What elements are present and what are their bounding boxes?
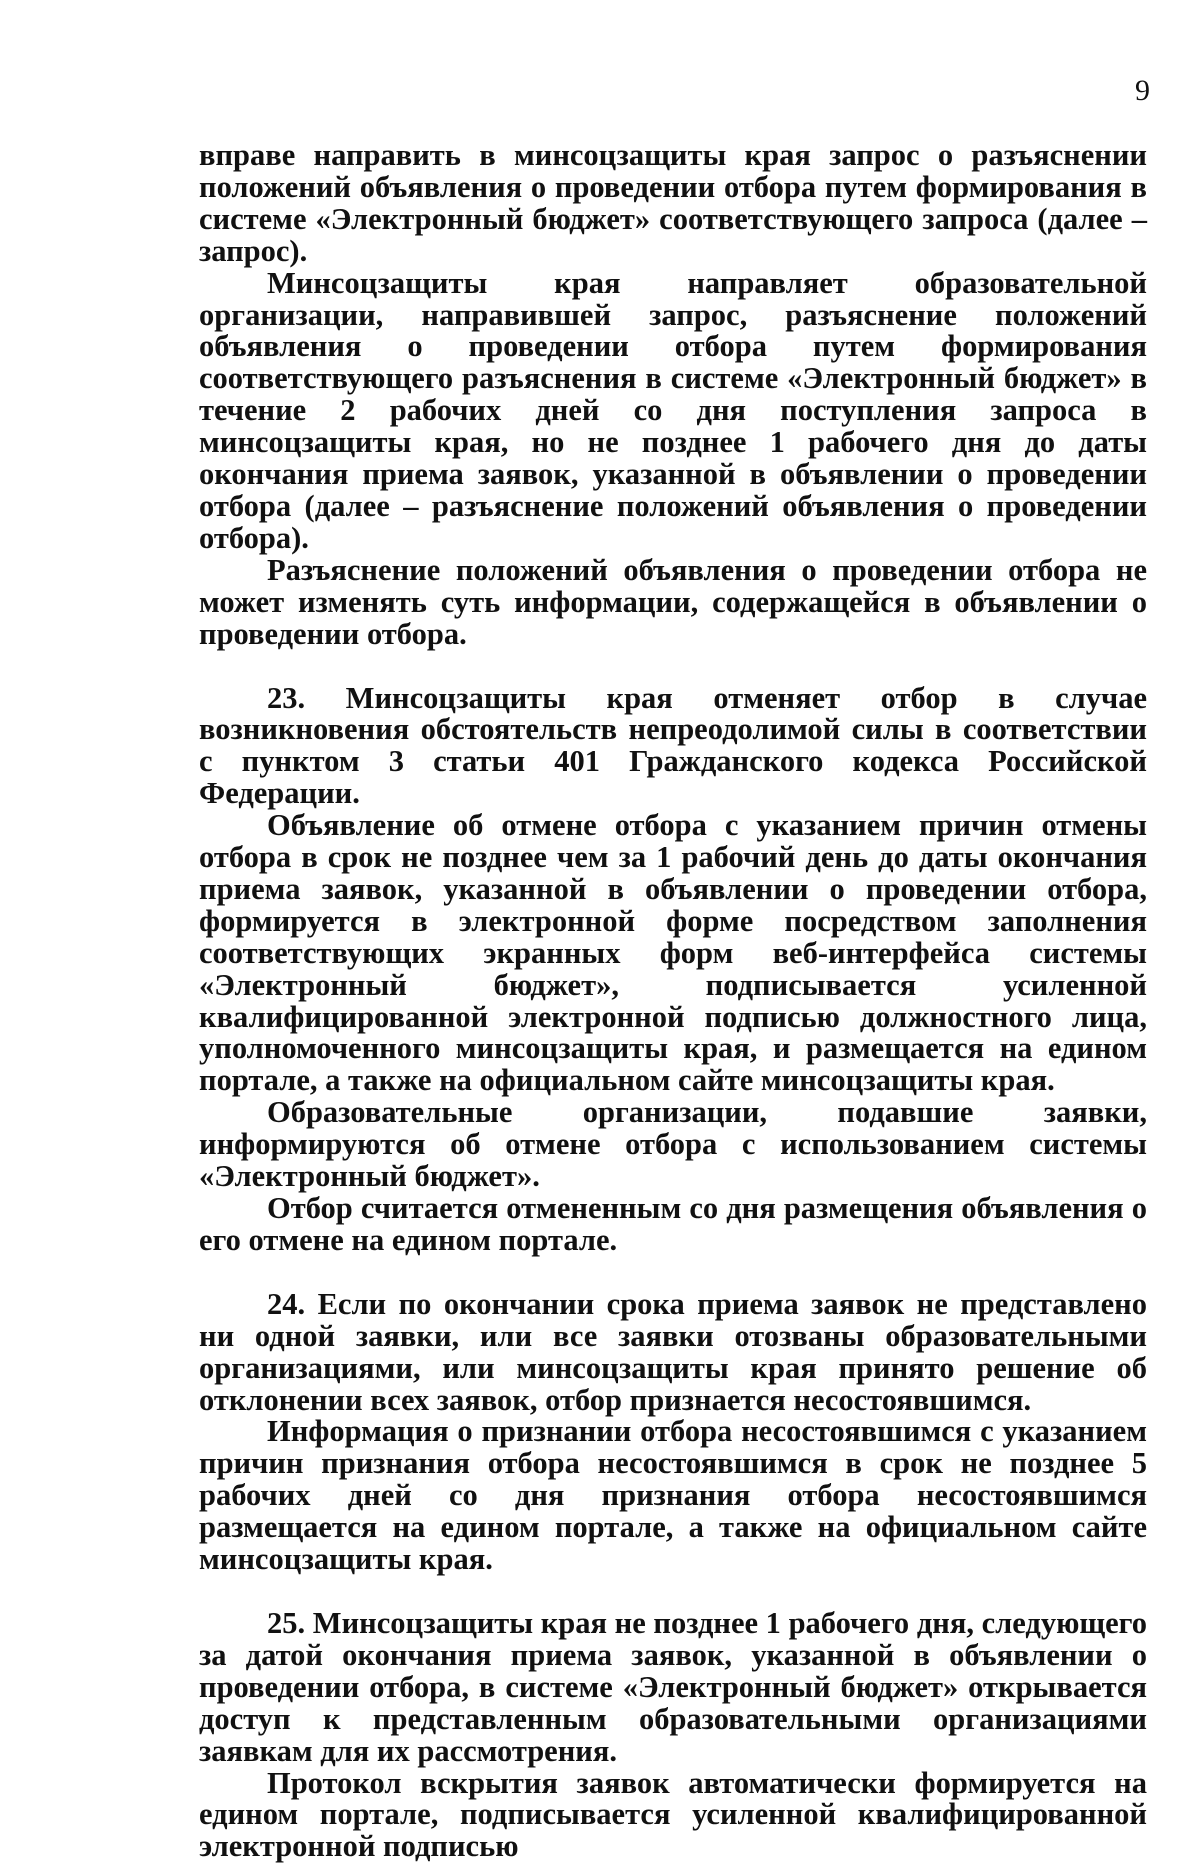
paragraph: Образовательные организации, подавшие заявки, информируются об отмене отбора с использованием системы «Электронный бюджет». xyxy=(199,1097,1147,1193)
page-number: 9 xyxy=(1110,74,1150,108)
paragraph-continuation: вправе направить в минсоцзащиты края запрос о разъяснении положений объявления о проведении отбора путем формирования в системе «Электронный бюджет» соответствующего запроса (далее – запрос). xyxy=(199,140,1147,268)
clause-24: 24. Если по окончании срока приема заявок не представлено ни одной заявки, или все заявки отозваны образовательными организациями, или минсоцзащиты края принято решение об отклонении всех заявок, отбор признается несостоявшимся. xyxy=(199,1289,1147,1417)
paragraph: Информация о признании отбора несостоявшимся с указанием причин признания отбора несостоявшимся в срок не позднее 5 рабочих дней со дня признания отбора несостоявшимся размещается на едином портале, а также на официальном сайте минсоцзащиты края. xyxy=(199,1416,1147,1576)
paragraph: Минсоцзащиты края направляет образовательной организации, направившей запрос, разъяснение положений объявления о проведении отбора путем формирования соответствующего разъяснения в системе «Электронный бюджет» в течение 2 рабочих дней со дня поступления запроса в минсоцзащиты края, но не позднее 1 рабочего дня до даты окончания приема заявок, указанной в объявлении о проведении отбора (далее – разъяснение положений объявления о проведении отбора). xyxy=(199,268,1147,555)
document-body xyxy=(199,140,1147,1863)
clause-23: 23. Минсоцзащиты края отменяет отбор в случае возникновения обстоятельств непреодолимой силы в соответствии с пунктом 3 статьи 401 Гражданского кодекса Российской Федерации. xyxy=(199,683,1147,811)
paragraph: Отбор считается отмененным со дня размещения объявления о его отмене на едином портале. xyxy=(199,1193,1147,1257)
paragraph: Объявление об отмене отбора с указанием причин отмены отбора в срок не позднее чем за 1 рабочий день до даты окончания приема заявок, указанной в объявлении о проведении отбора, формируется в электронной форме посредством заполнения соответствующих экранных форм веб-интерфейса системы «Электронный бюджет», подписывается усиленной квалифицированной электронной подписью должностного лица, уполномоченного минсоцзащиты края, и размещается на едином портале, а также на официальном сайте минсоцзащиты края. xyxy=(199,810,1147,1097)
clause-25: 25. Минсоцзащиты края не позднее 1 рабочего дня, следующего за датой окончания приема заявок, указанной в объявлении о проведении отбора, в системе «Электронный бюджет» открывается доступ к представленным образовательными организациями заявкам для их рассмотрения. xyxy=(199,1608,1147,1768)
paragraph: Протокол вскрытия заявок автоматически формируется на едином портале, подписывается усиленной квалифицированной электронной подписью xyxy=(199,1768,1147,1863)
paragraph: Разъяснение положений объявления о проведении отбора не может изменять суть информации, содержащейся в объявлении о проведении отбора. xyxy=(199,555,1147,651)
